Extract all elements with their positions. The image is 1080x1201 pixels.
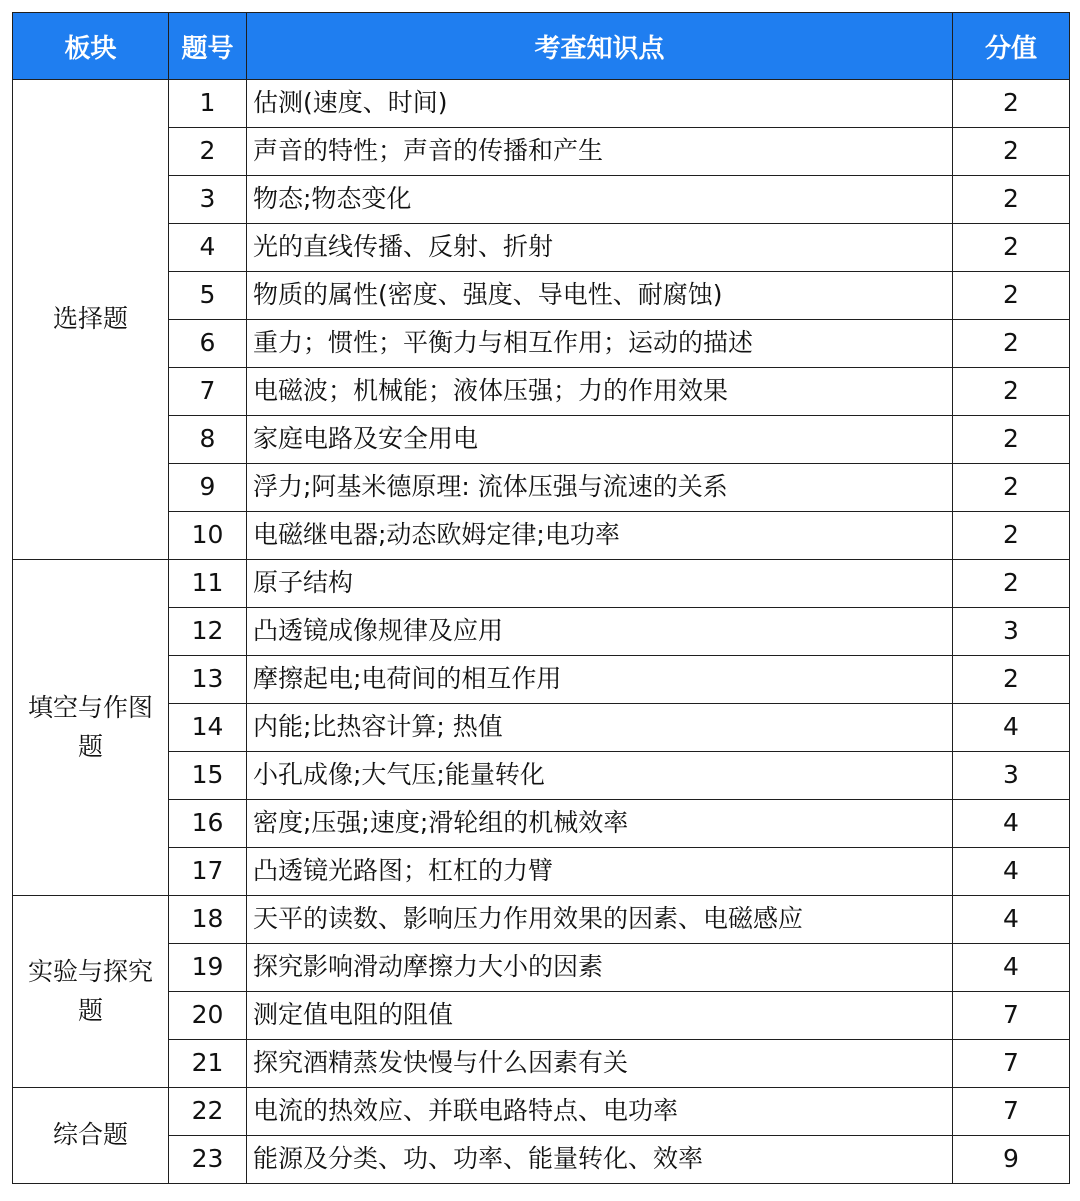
topic-cell: 探究酒精蒸发快慢与什么因素有关 xyxy=(247,1040,953,1088)
number-cell: 8 xyxy=(169,416,247,464)
score-cell: 4 xyxy=(953,896,1070,944)
header-section: 板块 xyxy=(13,13,169,80)
header-topic: 考查知识点 xyxy=(247,13,953,80)
table-body xyxy=(13,80,1070,1184)
number-cell: 19 xyxy=(169,944,247,992)
section-cell: 综合题 xyxy=(13,1088,169,1184)
score-cell: 2 xyxy=(953,272,1070,320)
table-row xyxy=(13,560,1070,608)
score-cell: 2 xyxy=(953,128,1070,176)
header-score: 分值 xyxy=(953,13,1070,80)
topic-cell: 能源及分类、功、功率、能量转化、效率 xyxy=(247,1136,953,1184)
number-cell: 5 xyxy=(169,272,247,320)
number-cell: 2 xyxy=(169,128,247,176)
topic-cell: 估测(速度、时间) xyxy=(247,80,953,128)
topic-cell: 物态;物态变化 xyxy=(247,176,953,224)
table-row xyxy=(13,176,1070,224)
table-row xyxy=(13,848,1070,896)
score-cell: 4 xyxy=(953,704,1070,752)
table-row xyxy=(13,656,1070,704)
table-row xyxy=(13,608,1070,656)
table-row xyxy=(13,1088,1070,1136)
score-cell: 7 xyxy=(953,1040,1070,1088)
number-cell: 21 xyxy=(169,1040,247,1088)
number-cell: 7 xyxy=(169,368,247,416)
topic-cell: 电磁波；机械能；液体压强；力的作用效果 xyxy=(247,368,953,416)
topic-cell: 家庭电路及安全用电 xyxy=(247,416,953,464)
topic-cell: 光的直线传播、反射、折射 xyxy=(247,224,953,272)
number-cell: 20 xyxy=(169,992,247,1040)
number-cell: 22 xyxy=(169,1088,247,1136)
number-cell: 14 xyxy=(169,704,247,752)
score-cell: 2 xyxy=(953,656,1070,704)
score-cell: 2 xyxy=(953,80,1070,128)
table-row xyxy=(13,512,1070,560)
topic-cell: 探究影响滑动摩擦力大小的因素 xyxy=(247,944,953,992)
score-cell: 7 xyxy=(953,1088,1070,1136)
topic-cell: 电磁继电器;动态欧姆定律;电功率 xyxy=(247,512,953,560)
header-row xyxy=(13,13,1070,80)
header-number: 题号 xyxy=(169,13,247,80)
table-row xyxy=(13,800,1070,848)
table-row xyxy=(13,464,1070,512)
table-row xyxy=(13,416,1070,464)
score-cell: 2 xyxy=(953,464,1070,512)
topic-cell: 凸透镜光路图；杠杠的力臂 xyxy=(247,848,953,896)
score-cell: 2 xyxy=(953,416,1070,464)
topic-cell: 浮力;阿基米德原理: 流体压强与流速的关系 xyxy=(247,464,953,512)
table-row xyxy=(13,896,1070,944)
number-cell: 18 xyxy=(169,896,247,944)
number-cell: 10 xyxy=(169,512,247,560)
score-cell: 4 xyxy=(953,800,1070,848)
score-cell: 3 xyxy=(953,752,1070,800)
number-cell: 9 xyxy=(169,464,247,512)
topic-cell: 物质的属性(密度、强度、导电性、耐腐蚀) xyxy=(247,272,953,320)
number-cell: 6 xyxy=(169,320,247,368)
score-cell: 2 xyxy=(953,176,1070,224)
section-cell: 选择题 xyxy=(13,80,169,560)
topic-cell: 测定值电阻的阻值 xyxy=(247,992,953,1040)
topic-cell: 小孔成像;大气压;能量转化 xyxy=(247,752,953,800)
table-row xyxy=(13,272,1070,320)
score-cell: 2 xyxy=(953,368,1070,416)
score-cell: 2 xyxy=(953,224,1070,272)
topic-cell: 密度;压强;速度;滑轮组的机械效率 xyxy=(247,800,953,848)
table-row xyxy=(13,1136,1070,1184)
table-row xyxy=(13,80,1070,128)
number-cell: 11 xyxy=(169,560,247,608)
score-cell: 2 xyxy=(953,512,1070,560)
table-row xyxy=(13,944,1070,992)
score-cell: 2 xyxy=(953,320,1070,368)
topic-cell: 重力；惯性；平衡力与相互作用；运动的描述 xyxy=(247,320,953,368)
score-cell: 2 xyxy=(953,560,1070,608)
table-row xyxy=(13,320,1070,368)
number-cell: 17 xyxy=(169,848,247,896)
section-cell: 实验与探究题 xyxy=(13,896,169,1088)
score-cell: 7 xyxy=(953,992,1070,1040)
section-cell: 填空与作图题 xyxy=(13,560,169,896)
score-cell: 4 xyxy=(953,944,1070,992)
number-cell: 16 xyxy=(169,800,247,848)
topic-cell: 内能;比热容计算; 热值 xyxy=(247,704,953,752)
number-cell: 4 xyxy=(169,224,247,272)
number-cell: 1 xyxy=(169,80,247,128)
table-row xyxy=(13,704,1070,752)
table-row xyxy=(13,224,1070,272)
table-row xyxy=(13,992,1070,1040)
number-cell: 15 xyxy=(169,752,247,800)
number-cell: 23 xyxy=(169,1136,247,1184)
topic-cell: 摩擦起电;电荷间的相互作用 xyxy=(247,656,953,704)
number-cell: 3 xyxy=(169,176,247,224)
score-cell: 3 xyxy=(953,608,1070,656)
table-row xyxy=(13,128,1070,176)
table-row xyxy=(13,752,1070,800)
exam-topic-table xyxy=(12,12,1070,1184)
table-row xyxy=(13,368,1070,416)
topic-cell: 凸透镜成像规律及应用 xyxy=(247,608,953,656)
number-cell: 12 xyxy=(169,608,247,656)
topic-cell: 声音的特性；声音的传播和产生 xyxy=(247,128,953,176)
topic-cell: 原子结构 xyxy=(247,560,953,608)
score-cell: 4 xyxy=(953,848,1070,896)
topic-cell: 电流的热效应、并联电路特点、电功率 xyxy=(247,1088,953,1136)
topic-cell: 天平的读数、影响压力作用效果的因素、电磁感应 xyxy=(247,896,953,944)
number-cell: 13 xyxy=(169,656,247,704)
score-cell: 9 xyxy=(953,1136,1070,1184)
table-row xyxy=(13,1040,1070,1088)
